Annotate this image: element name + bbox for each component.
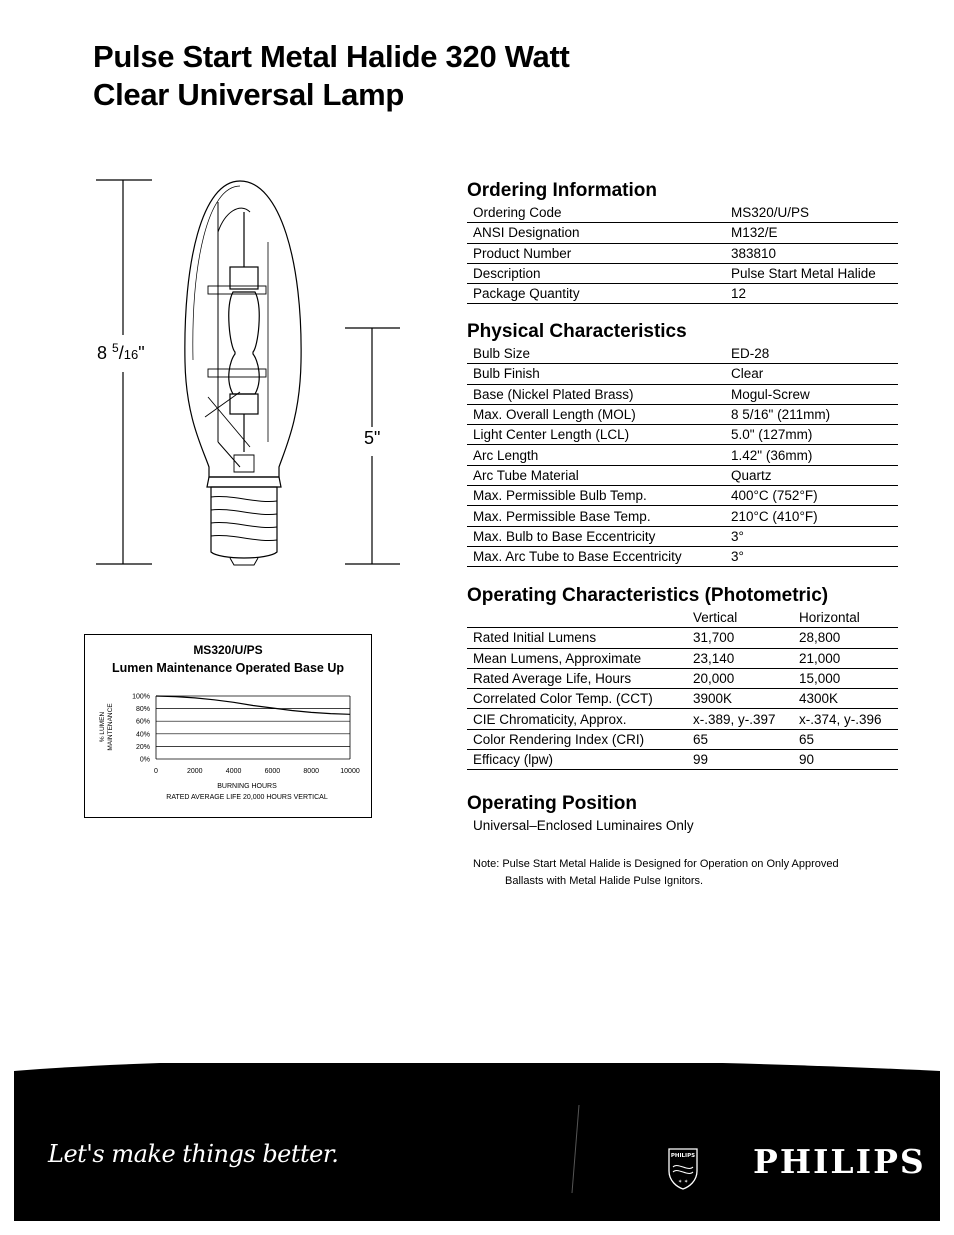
table-row: Max. Bulb to Base Eccentricity 3° (467, 526, 898, 546)
y-tick-label: 40% (135, 731, 150, 739)
operating-table (467, 608, 898, 770)
y-tick-label: 20% (135, 743, 150, 751)
table-row: Description Pulse Start Metal Halide (467, 263, 898, 283)
y-tick-label: 0% (139, 756, 150, 764)
table-row: Base (Nickel Plated Brass) Mogul-Screw (467, 384, 898, 404)
x-tick-label: 10000 (340, 768, 360, 775)
physical-table (467, 344, 898, 567)
x-tick-label: 6000 (264, 768, 281, 775)
lumen-maintenance-chart (84, 634, 372, 818)
table-row: Rated Average Life, Hours 20,000 15,000 (467, 668, 898, 688)
physical-heading: Physical Characteristics (467, 321, 687, 342)
table-row: Bulb Finish Clear (467, 364, 898, 384)
title-line-2: Clear Universal Lamp (93, 77, 405, 112)
position-text: Universal–Enclosed Luminaires Only (473, 818, 694, 833)
y-axis-label-2: MAINTENANCE (107, 703, 114, 751)
svg-text:✶: ✶ (678, 1179, 683, 1185)
table-row: Package Quantity 12 (467, 284, 898, 304)
chart-title: MS320/U/PS (193, 643, 263, 657)
x-tick-label: 4000 (225, 768, 242, 775)
position-heading: Operating Position (467, 793, 637, 814)
operating-section (467, 584, 898, 770)
table-row: CIE Chromaticity, Approx. x-.389, y-.397 x-.374, y-.396 (467, 709, 898, 729)
table-row: Max. Permissible Base Temp. 210°C (410°F) (467, 506, 898, 526)
table-row: ANSI Designation M132/E (467, 223, 898, 243)
y-axis-label-1: % LUMEN (99, 711, 106, 743)
footer-tagline: Let's make things better. (48, 1140, 339, 1168)
operating-heading: Operating Characteristics (Photometric) (467, 585, 829, 606)
table-header-row (467, 608, 898, 628)
bulb-envelope (185, 181, 301, 477)
table-row: Ordering Code MS320/U/PS (467, 203, 898, 223)
y-tick-label: 60% (135, 718, 150, 726)
overall-length-label: 8 $^5$/16" (97, 341, 145, 363)
physical-section (467, 320, 898, 567)
x-tick-label: 0 (154, 768, 158, 775)
arc-tube (229, 292, 259, 394)
table-row: Bulb Size ED-28 (467, 344, 898, 364)
table-row: Max. Arc Tube to Base Eccentricity 3° (467, 546, 898, 566)
ordering-heading: Ordering Information (467, 180, 657, 201)
svg-text:✶: ✶ (684, 1179, 689, 1185)
table-row: Arc Length 1.42" (36mm) (467, 445, 898, 465)
note-line-1: Note: Pulse Start Metal Halide is Designed for Operation on Only Approved (473, 858, 839, 870)
table-row: Rated Initial Lumens 31,700 28,800 (467, 628, 898, 648)
page-title (93, 38, 570, 114)
ordering-table (467, 203, 898, 304)
y-tick-label: 100% (132, 693, 150, 701)
light-center-label: 5" (364, 428, 381, 448)
table-row: Product Number 383810 (467, 243, 898, 263)
lumen-maintenance-line (156, 696, 350, 714)
chart-plot (85, 685, 371, 815)
x-axis-label: BURNING HOURS (217, 783, 277, 790)
x-tick-label: 8000 (303, 768, 319, 775)
note (473, 856, 839, 890)
table-row: Correlated Color Temp. (CCT) 3900K 4300K (467, 689, 898, 709)
philips-shield-icon (669, 1149, 697, 1189)
table-row: Light Center Length (LCL) 5.0" (127mm) (467, 425, 898, 445)
arc-tube-bottom-seal (230, 394, 258, 414)
table-row: Max. Overall Length (MOL) 8 5/16" (211mm) (467, 404, 898, 424)
x-tick-label: 2000 (187, 768, 203, 775)
col-vertical: Vertical (687, 608, 793, 628)
table-row: Efficacy (lpw) 99 90 (467, 750, 898, 770)
ordering-section (467, 179, 898, 304)
lamp-drawing (90, 172, 410, 592)
title-line-1: Pulse Start Metal Halide 320 Watt (93, 39, 570, 74)
y-tick-label: 80% (135, 706, 150, 714)
lamp-base (207, 477, 281, 487)
philips-logo: PHILIPS (753, 1142, 926, 1181)
x-axis-sublabel: RATED AVERAGE LIFE 20,000 HOURS VERTICAL (166, 794, 328, 801)
chart-subtitle: Lumen Maintenance Operated Base Up (111, 661, 344, 675)
shield-text: PHILIPS (670, 1153, 696, 1159)
col-horizontal: Horizontal (793, 608, 898, 628)
position-section (467, 792, 898, 833)
table-row: Color Rendering Index (CRI) 65 65 (467, 729, 898, 749)
table-row: Mean Lumens, Approximate 23,140 21,000 (467, 648, 898, 668)
table-row: Arc Tube Material Quartz (467, 465, 898, 485)
note-line-2: Ballasts with Metal Halide Pulse Ignitors. (505, 875, 704, 887)
table-row: Max. Permissible Bulb Temp. 400°C (752°F) (467, 486, 898, 506)
